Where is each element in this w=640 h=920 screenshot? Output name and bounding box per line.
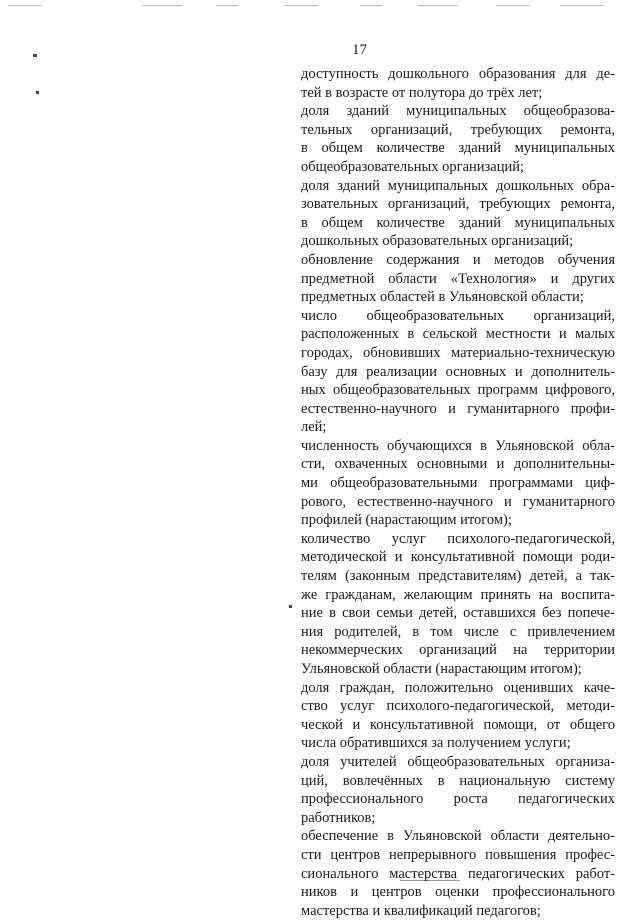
text-line: ния родителей, в том числе с привлечением	[301, 623, 615, 640]
text-line: доля граждан, положительно оценивших каче-	[301, 679, 615, 696]
text-line: методической и консультативной помощи роди-	[301, 549, 615, 566]
text-line: ций, вовлечённых в национальную систему	[301, 772, 615, 789]
text-line: базу для реализации основных и дополнитель-	[301, 363, 615, 380]
text-line: предметных областей в Ульяновской области;	[301, 289, 584, 306]
text-line: телям (законным представителям) детей, а так-	[301, 568, 615, 585]
text-line: численность обучающихся в Ульяновской обла-	[301, 437, 615, 454]
text-line: число общеобразовательных организаций,	[301, 307, 615, 324]
text-line: ство услуг психолого-педагогической, методи-	[301, 698, 615, 715]
text-line: рового, естественно-научного и гуманитарного	[301, 493, 615, 510]
text-line: городах, обновивших материально-техническую	[301, 344, 615, 361]
text-line: ческой и консультативной помощи, от общего	[301, 716, 615, 733]
text-line: профессионального роста педагогических	[301, 791, 615, 808]
text-line: работников;	[301, 809, 376, 826]
text-line: ников и центров оценки профессионального	[301, 884, 615, 901]
text-line: доля зданий муниципальных дошкольных обра-	[301, 177, 615, 194]
text-line: тельных организаций, требующих ремонта,	[301, 121, 615, 138]
text-line: ние в свои семьи детей, оставшихся без попече-	[301, 605, 615, 622]
text-line: лей;	[301, 419, 327, 436]
text-line: в общем количестве зданий муниципальных	[301, 140, 615, 157]
text-line: обеспечение в Ульяновской области деятельно-	[301, 828, 615, 845]
text-line: ных общеобразовательных программ цифрового,	[301, 382, 615, 399]
text-line: сти центров непрерывного повышения профес-	[301, 846, 615, 863]
text-line: дошкольных образовательных организаций;	[301, 233, 574, 250]
text-line: Ульяновской области (нарастающим итогом);	[301, 661, 582, 677]
text-line: тей в возрасте от полутора до трёх лет;	[301, 84, 543, 101]
text-line: же гражданам, желающим принять на воспита-	[301, 586, 615, 603]
text-line: количество услуг психолого-педагогической,	[301, 530, 615, 547]
text-line: сти, охваченных основными и дополнительны-	[301, 456, 615, 473]
text-line: ми общеобразовательными программами циф-	[301, 475, 615, 492]
text-line: предметной области «Технология» и других	[301, 270, 615, 287]
text-line: доступность дошкольного образования для де-	[301, 66, 615, 82]
text-line: естественно-научного и гуманитарного профи-	[301, 400, 615, 417]
text-line: доля учителей общеобразовательных организа-	[301, 753, 615, 770]
text-line: профилей (нарастающим итогом);	[301, 512, 512, 529]
scan-speck	[289, 605, 292, 608]
text-line: зовательных организаций, требующих ремонта,	[301, 196, 615, 213]
text-line: общеобразовательных организаций;	[301, 158, 525, 175]
text-line: расположенных в сельской местности и малых	[301, 326, 615, 343]
page-number: 17	[352, 42, 367, 58]
text-line: некоммерческих организаций на территории	[301, 642, 615, 659]
document-body	[301, 65, 615, 920]
text-line: мастерства и квалификаций педагогов;	[301, 902, 541, 919]
scan-speck	[33, 54, 37, 57]
text-line: доля зданий муниципальных общеобразова-	[301, 103, 615, 120]
text-line: сионального мастерства педагогических работ-	[301, 865, 615, 882]
text-line: в общем количестве зданий муниципальных	[301, 214, 615, 231]
text-line: числа обратившихся за получением услуги;	[301, 735, 571, 752]
text-line: обновление содержания и методов обучения	[301, 251, 615, 268]
scan-speck	[36, 91, 39, 94]
